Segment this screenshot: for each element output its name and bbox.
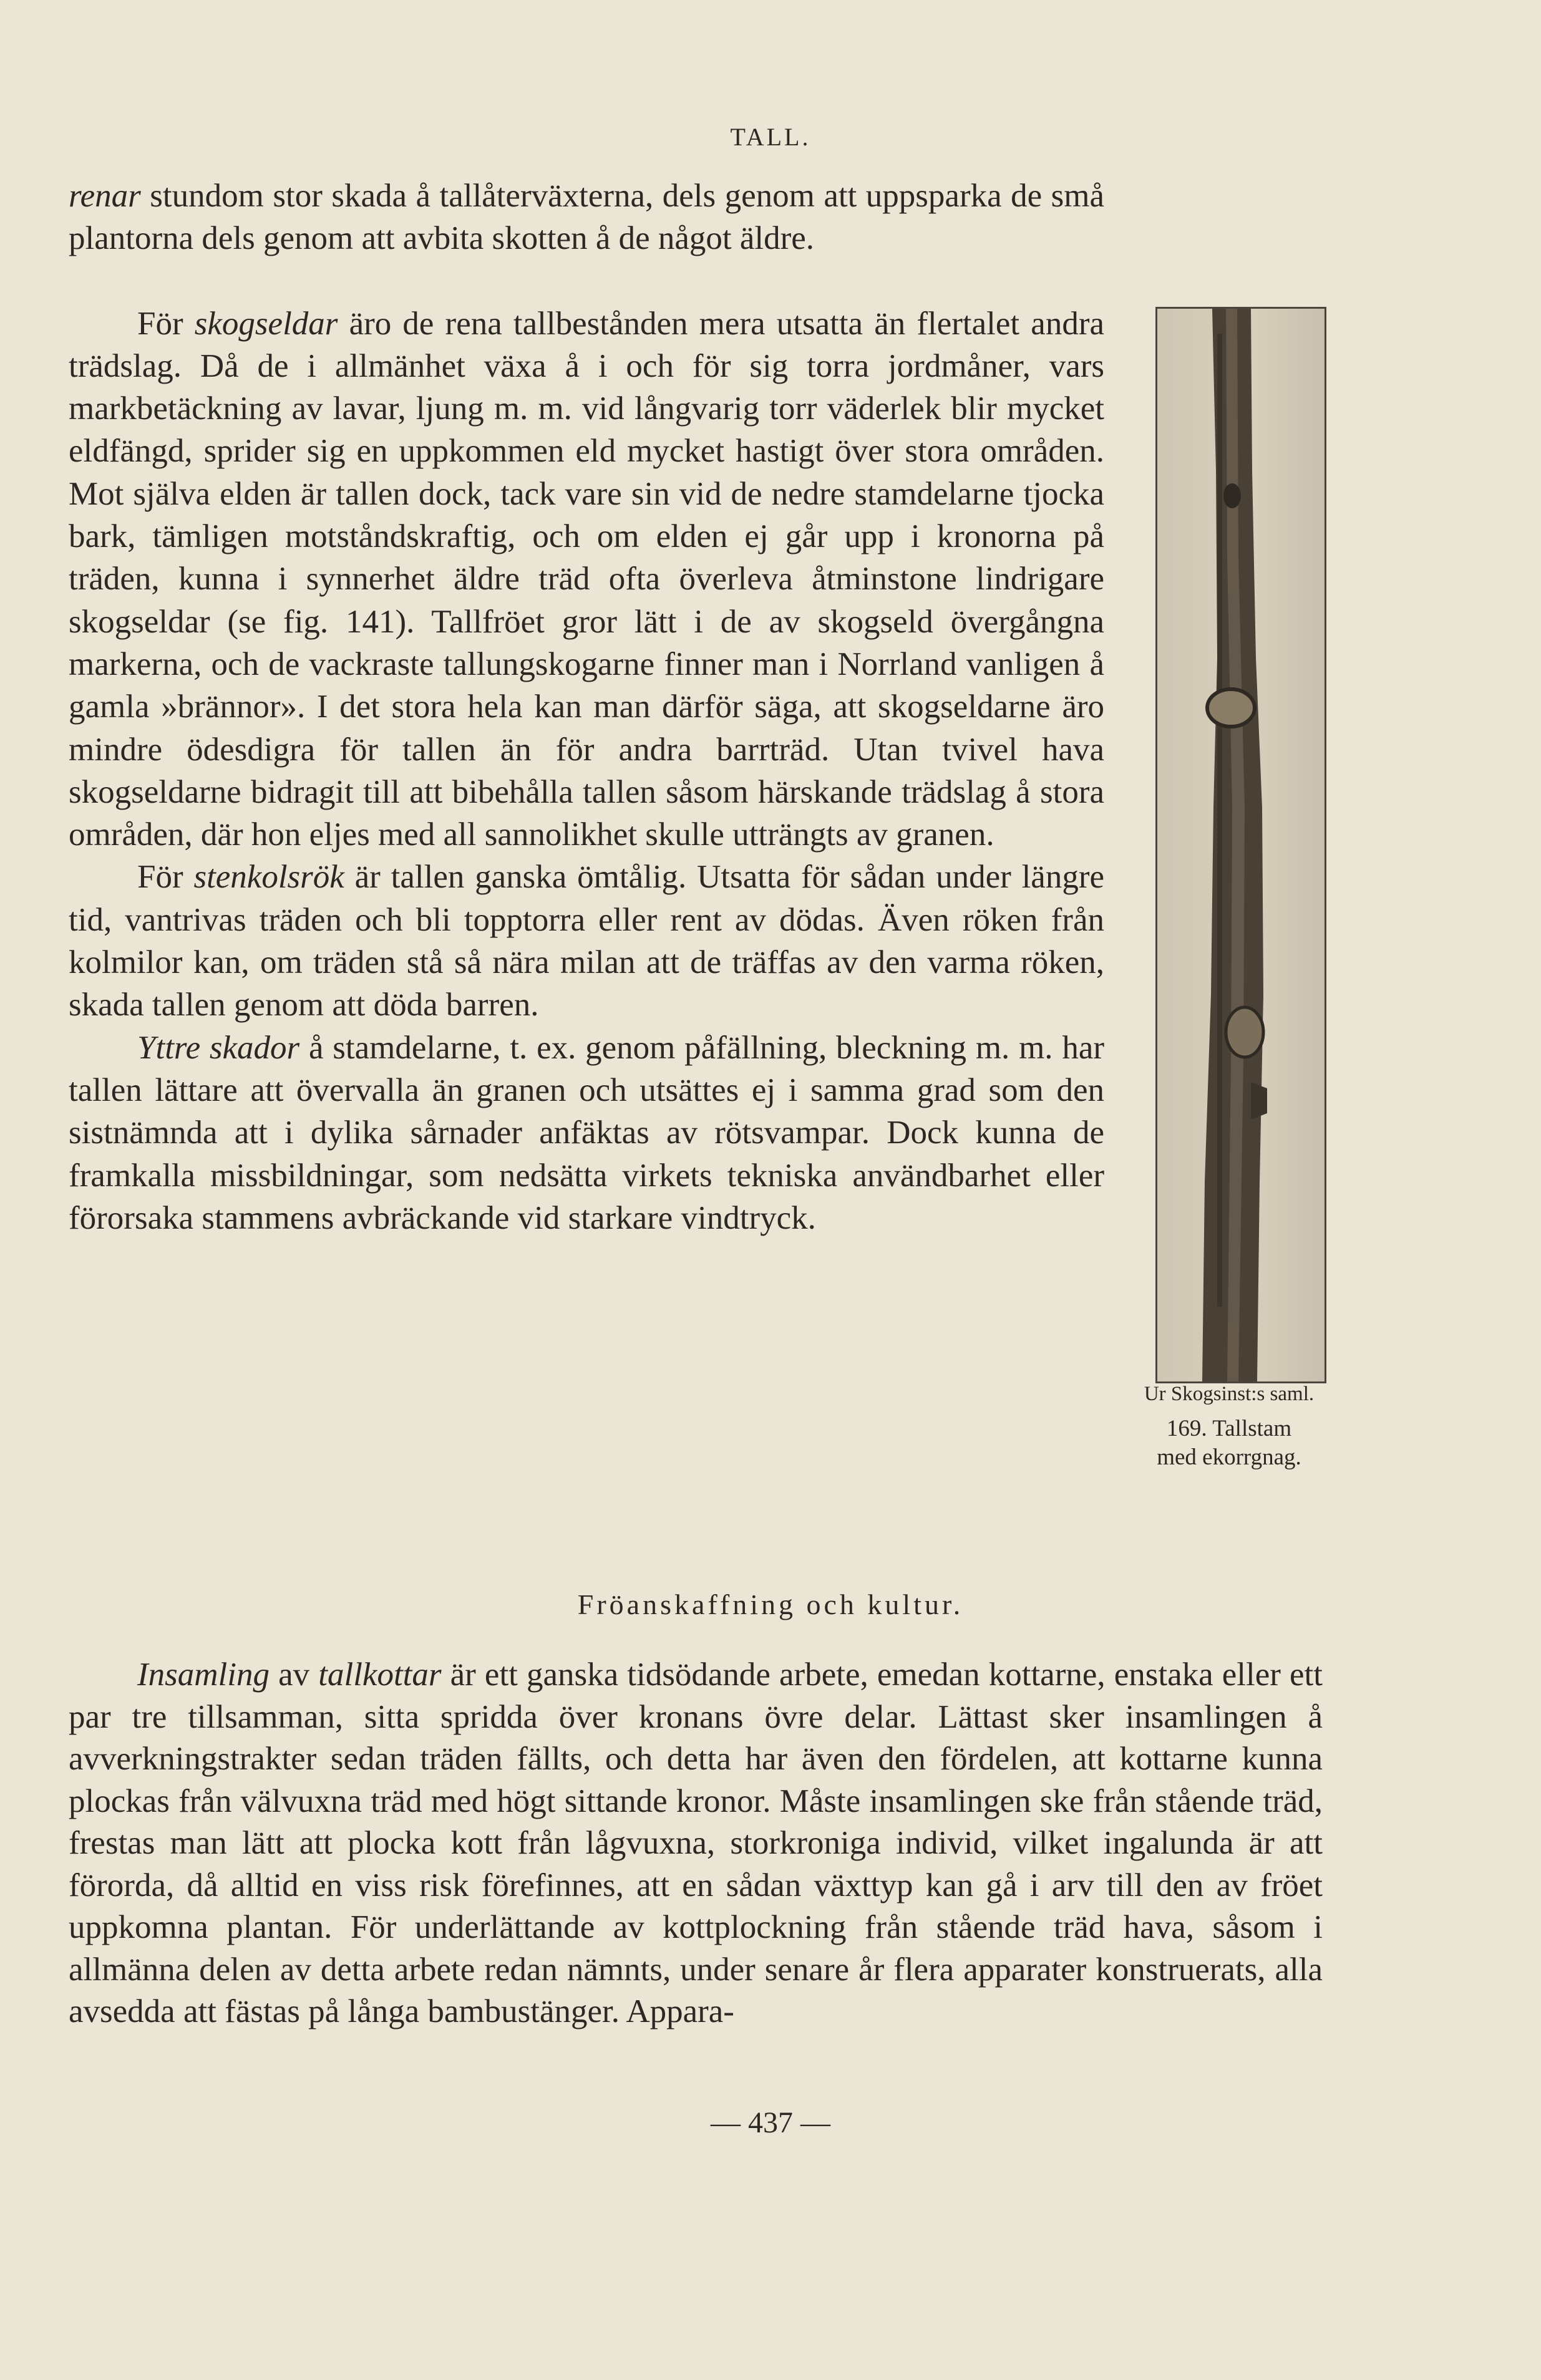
paragraph-coal-smoke: [69, 856, 1104, 1026]
paragraph-lead: skogseldar: [194, 305, 338, 342]
section-text: [69, 1654, 1323, 2033]
paragraph-lead-secondary: tallkottar: [318, 1657, 442, 1693]
figure-caption: [1117, 1380, 1341, 1472]
paragraph-text: är tallen ganska ömtålig. Utsatta för sådan under längre tid, vantrivas träden och bli topptorra eller rent av dödas. Även röken från kolmilor kan, om träden stå så nära milan att de träffas av den varma röken, skada tallen genom att döda barren.: [69, 859, 1104, 1023]
pine-trunk-illustration: [1157, 309, 1325, 1381]
paragraph-text: å stamdelarne, t. ex. genom påfällning, bleckning m. m. har tallen lättare att övervalla än granen och utsättes ej i samma grad som den sistnämnda att i dylika sårnader anfäktas av rötsvampar. Dock kunna de framkalla missbildningar, som nedsätta virkets tekniska användbarhet eller förorsaka stammens avbräckande vid starkare vindtryck.: [69, 1029, 1105, 1236]
paragraph-text: stundom stor skada å tallåterväxterna, dels genom att uppsparka de små plantorna dels genom att avbita skotten å de något äldre.: [69, 178, 1104, 257]
figure-caption-line2: med ekorrgnag.: [1157, 1444, 1301, 1470]
section-heading: Fröanskaffning och kultur.: [577, 1589, 964, 1620]
figure-caption-line1: 169. Tallstam: [1166, 1416, 1292, 1441]
paragraph-connector: av: [270, 1657, 319, 1693]
paragraph-pre: För: [137, 859, 194, 896]
paragraph-lead: stenkolsrök: [193, 859, 344, 896]
paragraph-pre: För: [137, 305, 195, 342]
paragraph-forest-fires: [69, 302, 1104, 856]
paragraph-text: är ett ganska tidsödande arbete, emedan kottarne, enstaka eller ett par tre tillsamman, sitta spridda över kronans övre delar. Lättast sker insamlingen å avverkningstrakter sedan träden fällts, och detta har även den fördelen, att kottarne kunna plockas från välvuxna träd med högt sittande kronor. Måste insamlingen ske från stående träd, frestas man lätt att plocka kott från lågvuxna, storkroniga individ, vilket ingalunda är att förorda, då alltid en viss risk förefinnes, att en sådan växttyp kan gå i arv till den av fröet uppkomna plantan. För underlättande av kottplockning från stående träd hava, såsom i allmänna delen av detta arbete redan nämnts, under senare år flera apparater konstruerats, alla avsedda att fästas på långa bambustänger. Appara-: [69, 1657, 1323, 2029]
page-number: — 437 —: [711, 2106, 830, 2139]
figure-pine-trunk-photo: [1155, 307, 1326, 1383]
paragraph-lead: Yttre skador: [137, 1029, 300, 1066]
paragraph-external-damage: [69, 1027, 1104, 1239]
running-header: TALL.: [730, 123, 811, 151]
figure-source: Ur Skogsinst:s saml.: [1144, 1383, 1315, 1405]
paragraph-text: äro de rena tallbestånden mera utsatta än flertalet andra trädslag. Då de i allmänhet växa å i och för sig torra jordmåner, vars markbetäckning av lavar, ljung m. m. vid långvarig torr väderlek blir mycket eldfängd, sprider sig en uppkommen eld mycket hastigt över stora områden. Mot själva elden är tallen dock, tack vare sin vid de nedre stamdelarne tjocka bark, tämligen motståndskraftig, och om elden ej går upp i kronorna på träden, kunna i synnerhet äldre träd ofta överleva åtminstone lindrigare skogseldar (se fig. 141). Tallfröet gror lätt i de av skogseld övergångna markerna, och de vackraste tallungskogarne finner man i Norrland vanligen å gamla »brännor». I det stora hela kan man därför säga, att skogseldarne äro mindre ödesdigra för tallen än för andra barrträd. Utan tvivel hava skogseldarne bidragit till att bibehålla tallen såsom härskande trädslag å stora områden, där hon eljes med all sannolikhet skulle utträngts av granen.: [69, 305, 1104, 853]
paragraph-lead: Insamling: [137, 1657, 270, 1693]
main-text-column: [69, 175, 1104, 1239]
paragraph-reindeer: [69, 175, 1104, 260]
paragraph-cone-collection: [69, 1654, 1323, 2033]
paragraph-lead: renar: [69, 178, 141, 214]
